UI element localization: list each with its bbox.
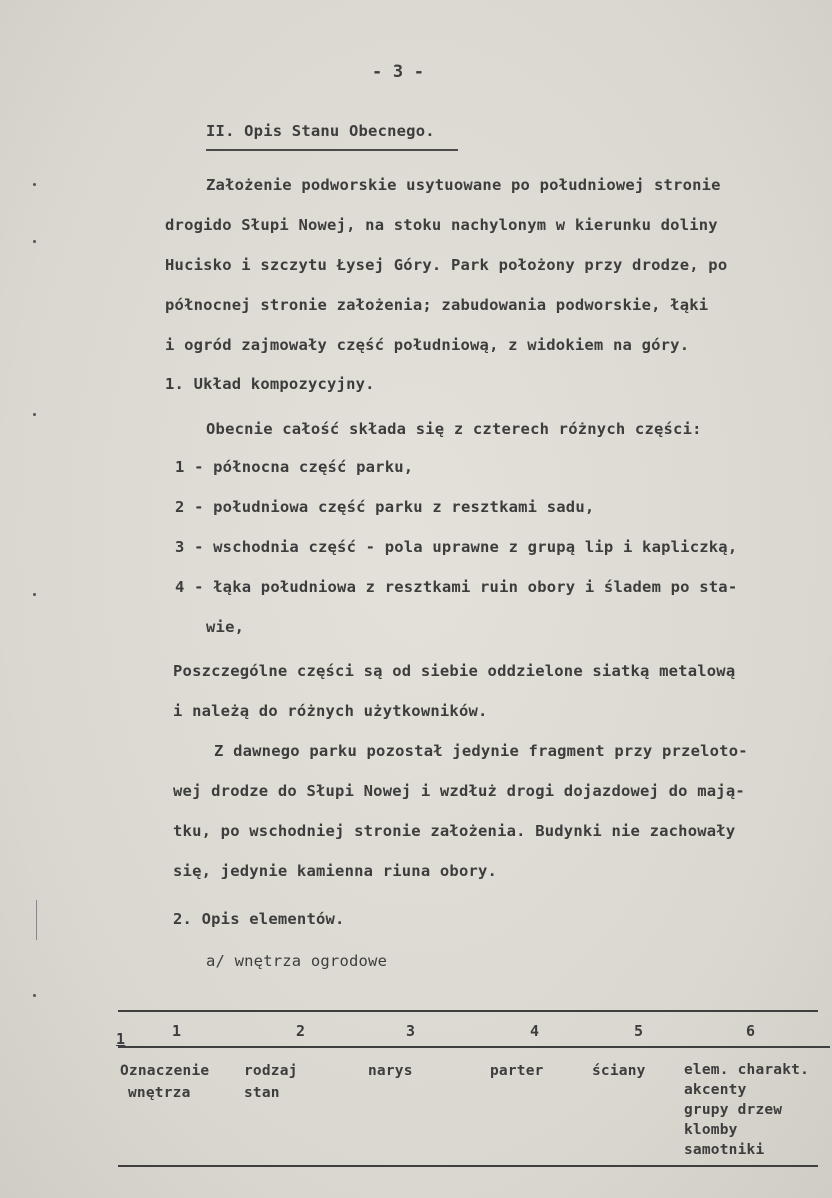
subsection-heading: 2. Opis elementów. [173,910,345,928]
column-number: 2 [296,1022,306,1040]
header-line: elem. charakt. [684,1062,810,1078]
subsection-label: a/ wnętrza ogrodowe [206,952,388,970]
section-heading: II. Opis Stanu Obecnego. [206,122,435,140]
column-header [490,1060,544,1082]
paragraph-line: się, jedynie kamienna riuna obory. [173,862,498,880]
intro-line: i ogród zajmowały część południową, z widokiem na góry. [165,336,690,354]
margin-mark [33,593,36,596]
header-line: Oznaczenie [120,1063,210,1079]
margin-mark [33,240,36,243]
header-line: stan [244,1085,280,1101]
table-top-rule [118,1010,818,1012]
intro-line: drogido Słupi Nowej, na stoku nachylonym w kierunku doliny [165,216,718,234]
column-number: 6 [746,1022,756,1040]
column-number: 3 [406,1022,416,1040]
intro-line: Założenie podworskie usytuowane po południowej stronie [206,176,721,194]
margin-mark [33,994,36,997]
list-item-continuation: wie, [206,618,245,636]
subsection-heading: 1. Układ kompozycyjny. [165,375,375,393]
intro-line: północnej stronie założenia; zabudowania podworskie, łąki [165,296,709,314]
paragraph-line: wej drodze do Słupi Nowej i wzdłuż drogi dojazdowej do mają- [173,782,745,800]
column-header [244,1060,298,1104]
column-number: 5 [634,1022,644,1040]
list-item: 4 - łąka południowa z resztkami ruin obory i śladem po sta- [175,578,738,596]
paragraph-line: Poszczególne części są od siebie oddzielone siatką metalową [173,662,736,680]
heading-underline [206,149,458,151]
column-header [684,1060,809,1160]
header-line: wnętrza [128,1085,191,1101]
table-header-rule [118,1046,830,1048]
list-item: 1 - północna część parku, [175,458,414,476]
list-item: 3 - wschodnia część - pola uprawne z grupą lip i kapliczką, [175,538,738,556]
column-header [120,1060,209,1104]
page-number: - 3 - [372,62,425,82]
header-line: samotniki [684,1142,765,1158]
column-number: 4 [530,1022,540,1040]
paragraph-line: Z dawnego parku pozostał jedynie fragment przy przeloto- [214,742,748,760]
column-header [368,1060,413,1082]
column-number: 1 [172,1022,182,1040]
header-line: grupy drzew [684,1102,783,1118]
margin-line [36,900,37,940]
header-line: akcenty [684,1082,747,1098]
header-line: rodzaj [244,1063,298,1079]
header-line: parter [490,1063,544,1079]
column-header [592,1060,646,1082]
table-bottom-rule [118,1165,818,1167]
list-item: 2 - południowa część parku z resztkami sadu, [175,498,595,516]
margin-mark [33,183,36,186]
intro-line: Hucisko i szczytu Łysej Góry. Park położony przy drodze, po [165,256,728,274]
table-row-marker: 1 [116,1030,126,1048]
parts-intro: Obecnie całość składa się z czterech różnych części: [206,420,702,438]
paragraph-line: tku, po wschodniej stronie założenia. Budynki nie zachowały [173,822,736,840]
header-line: narys [368,1063,413,1079]
header-line: ściany [592,1063,646,1079]
paragraph-line: i należą do różnych użytkowników. [173,702,488,720]
margin-mark [33,413,36,416]
header-line: klomby [684,1122,738,1138]
